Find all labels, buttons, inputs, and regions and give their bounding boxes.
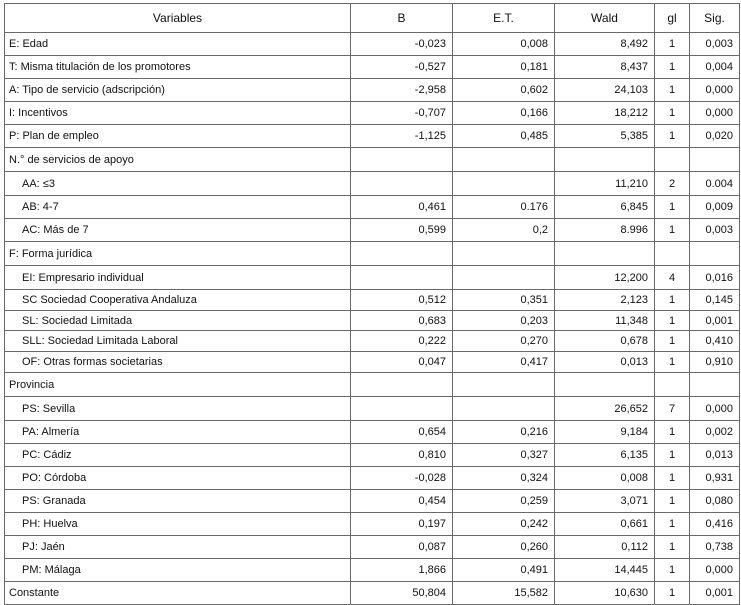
cell-variable: Constante: [5, 582, 351, 605]
cell-sig: 0,003: [690, 33, 740, 56]
cell-b: 0,222: [351, 331, 453, 352]
cell-b: 0,461: [351, 196, 453, 219]
cell-et: 15,582: [453, 582, 555, 605]
cell-variable: PO: Córdoba: [5, 467, 351, 490]
cell-variable: F: Forma jurídica: [5, 242, 351, 266]
header-wald: Wald: [555, 4, 655, 33]
table-body: [5, 33, 740, 605]
cell-b: -0,527: [351, 56, 453, 79]
cell-wald: 6,845: [555, 196, 655, 219]
cell-et: 0,485: [453, 125, 555, 148]
cell-gl: 1: [655, 125, 690, 148]
table-row: [5, 444, 740, 467]
cell-variable: OF: Otras formas societarias: [5, 352, 351, 373]
table-row: [5, 172, 740, 196]
cell-sig: 0,004: [690, 56, 740, 79]
table-row: [5, 102, 740, 125]
cell-variable: I: Incentivos: [5, 102, 351, 125]
table-row: [5, 352, 740, 373]
cell-wald: 6,135: [555, 444, 655, 467]
cell-variable: PS: Granada: [5, 490, 351, 513]
cell-variable: PA: Almería: [5, 421, 351, 444]
cell-wald: 12,200: [555, 266, 655, 290]
table-row: [5, 219, 740, 242]
cell-wald: 11,210: [555, 172, 655, 196]
cell-gl: 1: [655, 102, 690, 125]
cell-gl: 1: [655, 536, 690, 559]
regression-table: [4, 3, 740, 605]
cell-variable: N.° de servicios de apoyo: [5, 148, 351, 172]
cell-variable: PS: Sevilla: [5, 397, 351, 421]
cell-sig: [690, 148, 740, 172]
cell-b: -0,023: [351, 33, 453, 56]
cell-et: 0,324: [453, 467, 555, 490]
cell-sig: 0,009: [690, 196, 740, 219]
cell-b: 0,654: [351, 421, 453, 444]
cell-sig: [690, 242, 740, 266]
cell-et: 0,417: [453, 352, 555, 373]
cell-gl: 1: [655, 331, 690, 352]
cell-gl: [655, 373, 690, 397]
table-row: [5, 266, 740, 290]
table-row: [5, 467, 740, 490]
cell-variable: SC Sociedad Cooperativa Andaluza: [5, 290, 351, 311]
cell-variable: AA: ≤3: [5, 172, 351, 196]
cell-variable: PH: Huelva: [5, 513, 351, 536]
cell-sig: [690, 373, 740, 397]
cell-gl: 1: [655, 219, 690, 242]
cell-wald: 2,123: [555, 290, 655, 311]
cell-variable: AC: Más de 7: [5, 219, 351, 242]
table-container: [4, 3, 740, 605]
cell-gl: 1: [655, 56, 690, 79]
cell-variable: PJ: Jaén: [5, 536, 351, 559]
cell-sig: 0,000: [690, 102, 740, 125]
cell-sig: 0,020: [690, 125, 740, 148]
cell-b: 0,599: [351, 219, 453, 242]
cell-variable: A: Tipo de servicio (adscripción): [5, 79, 351, 102]
cell-sig: 0,931: [690, 467, 740, 490]
cell-sig: 0,016: [690, 266, 740, 290]
cell-b: -2,958: [351, 79, 453, 102]
cell-sig: 0,001: [690, 311, 740, 331]
cell-gl: 4: [655, 266, 690, 290]
table-row: [5, 490, 740, 513]
cell-et: 0,327: [453, 444, 555, 467]
cell-et: [453, 172, 555, 196]
cell-sig: 0.004: [690, 172, 740, 196]
cell-wald: 26,652: [555, 397, 655, 421]
cell-et: 0,2: [453, 219, 555, 242]
cell-wald: 0,013: [555, 352, 655, 373]
cell-b: 50,804: [351, 582, 453, 605]
cell-sig: 0,001: [690, 582, 740, 605]
cell-variable: P: Plan de empleo: [5, 125, 351, 148]
cell-wald: 24,103: [555, 79, 655, 102]
cell-et: [453, 373, 555, 397]
cell-b: 1,866: [351, 559, 453, 582]
cell-wald: [555, 148, 655, 172]
cell-sig: 0,410: [690, 331, 740, 352]
cell-gl: 1: [655, 582, 690, 605]
cell-b: [351, 172, 453, 196]
cell-et: 0,181: [453, 56, 555, 79]
table-row: [5, 536, 740, 559]
cell-wald: [555, 373, 655, 397]
cell-variable: SLL: Sociedad Limitada Laboral: [5, 331, 351, 352]
cell-wald: 10,630: [555, 582, 655, 605]
table-row: [5, 421, 740, 444]
cell-sig: 0,910: [690, 352, 740, 373]
header-b: B: [351, 4, 453, 33]
cell-gl: 1: [655, 33, 690, 56]
cell-et: 0,351: [453, 290, 555, 311]
cell-wald: 8,437: [555, 56, 655, 79]
header-sig: Sig.: [690, 4, 740, 33]
cell-et: 0,260: [453, 536, 555, 559]
cell-variable: AB: 4-7: [5, 196, 351, 219]
cell-sig: 0,080: [690, 490, 740, 513]
cell-gl: 1: [655, 311, 690, 331]
cell-b: 0,087: [351, 536, 453, 559]
cell-gl: 1: [655, 421, 690, 444]
cell-wald: 0,008: [555, 467, 655, 490]
table-row: [5, 196, 740, 219]
cell-et: 0,203: [453, 311, 555, 331]
cell-et: 0,602: [453, 79, 555, 102]
cell-b: [351, 242, 453, 266]
cell-gl: [655, 148, 690, 172]
cell-wald: 18,212: [555, 102, 655, 125]
table-row: [5, 311, 740, 331]
cell-et: [453, 148, 555, 172]
table-row: [5, 331, 740, 352]
cell-variable: T: Misma titulación de los promotores: [5, 56, 351, 79]
cell-gl: 1: [655, 290, 690, 311]
cell-wald: 14,445: [555, 559, 655, 582]
cell-b: 0,512: [351, 290, 453, 311]
table-row: [5, 242, 740, 266]
cell-b: 0,197: [351, 513, 453, 536]
cell-wald: 8,492: [555, 33, 655, 56]
cell-variable: SL: Sociedad Limitada: [5, 311, 351, 331]
cell-sig: 0,000: [690, 397, 740, 421]
cell-sig: 0,000: [690, 559, 740, 582]
table-row: [5, 559, 740, 582]
cell-gl: 1: [655, 490, 690, 513]
cell-b: 0,047: [351, 352, 453, 373]
cell-sig: 0,738: [690, 536, 740, 559]
cell-b: [351, 148, 453, 172]
cell-wald: 0,661: [555, 513, 655, 536]
cell-variable: PC: Cádiz: [5, 444, 351, 467]
cell-et: [453, 266, 555, 290]
cell-et: 0,491: [453, 559, 555, 582]
cell-gl: [655, 242, 690, 266]
cell-wald: 9,184: [555, 421, 655, 444]
cell-b: [351, 373, 453, 397]
table-row: [5, 148, 740, 172]
header-variables: Variables: [5, 4, 351, 33]
cell-wald: 8.996: [555, 219, 655, 242]
cell-b: 0,810: [351, 444, 453, 467]
cell-et: 0,216: [453, 421, 555, 444]
cell-et: 0,259: [453, 490, 555, 513]
cell-sig: 0,013: [690, 444, 740, 467]
table-row: [5, 290, 740, 311]
table-row: [5, 513, 740, 536]
cell-et: 0,242: [453, 513, 555, 536]
cell-variable: Provincia: [5, 373, 351, 397]
cell-gl: 1: [655, 79, 690, 102]
cell-et: [453, 242, 555, 266]
cell-wald: 11,348: [555, 311, 655, 331]
header-et: E.T.: [453, 4, 555, 33]
cell-gl: 1: [655, 444, 690, 467]
cell-b: -0,707: [351, 102, 453, 125]
table-row: [5, 125, 740, 148]
cell-sig: 0,000: [690, 79, 740, 102]
cell-variable: EI: Empresario individual: [5, 266, 351, 290]
cell-gl: 1: [655, 513, 690, 536]
cell-gl: 1: [655, 467, 690, 490]
cell-gl: 1: [655, 352, 690, 373]
cell-gl: 1: [655, 559, 690, 582]
cell-b: [351, 266, 453, 290]
cell-wald: [555, 242, 655, 266]
cell-et: 0,008: [453, 33, 555, 56]
table-row: [5, 397, 740, 421]
cell-et: 0.176: [453, 196, 555, 219]
table-row: [5, 33, 740, 56]
cell-sig: 0,002: [690, 421, 740, 444]
header-row: [5, 4, 740, 33]
cell-b: -0,028: [351, 467, 453, 490]
cell-et: 0,166: [453, 102, 555, 125]
cell-wald: 0,678: [555, 331, 655, 352]
cell-sig: 0,145: [690, 290, 740, 311]
table-row: [5, 79, 740, 102]
cell-variable: PM: Málaga: [5, 559, 351, 582]
cell-variable: E: Edad: [5, 33, 351, 56]
cell-wald: 3,071: [555, 490, 655, 513]
cell-et: [453, 397, 555, 421]
header-gl: gl: [655, 4, 690, 33]
cell-b: -1,125: [351, 125, 453, 148]
cell-wald: 0,112: [555, 536, 655, 559]
cell-et: 0,270: [453, 331, 555, 352]
table-row: [5, 56, 740, 79]
table-row: [5, 373, 740, 397]
table-row: [5, 582, 740, 605]
cell-gl: 7: [655, 397, 690, 421]
cell-gl: 2: [655, 172, 690, 196]
cell-wald: 5,385: [555, 125, 655, 148]
cell-b: [351, 397, 453, 421]
cell-gl: 1: [655, 196, 690, 219]
cell-b: 0,454: [351, 490, 453, 513]
cell-b: 0,683: [351, 311, 453, 331]
cell-sig: 0,003: [690, 219, 740, 242]
cell-sig: 0,416: [690, 513, 740, 536]
